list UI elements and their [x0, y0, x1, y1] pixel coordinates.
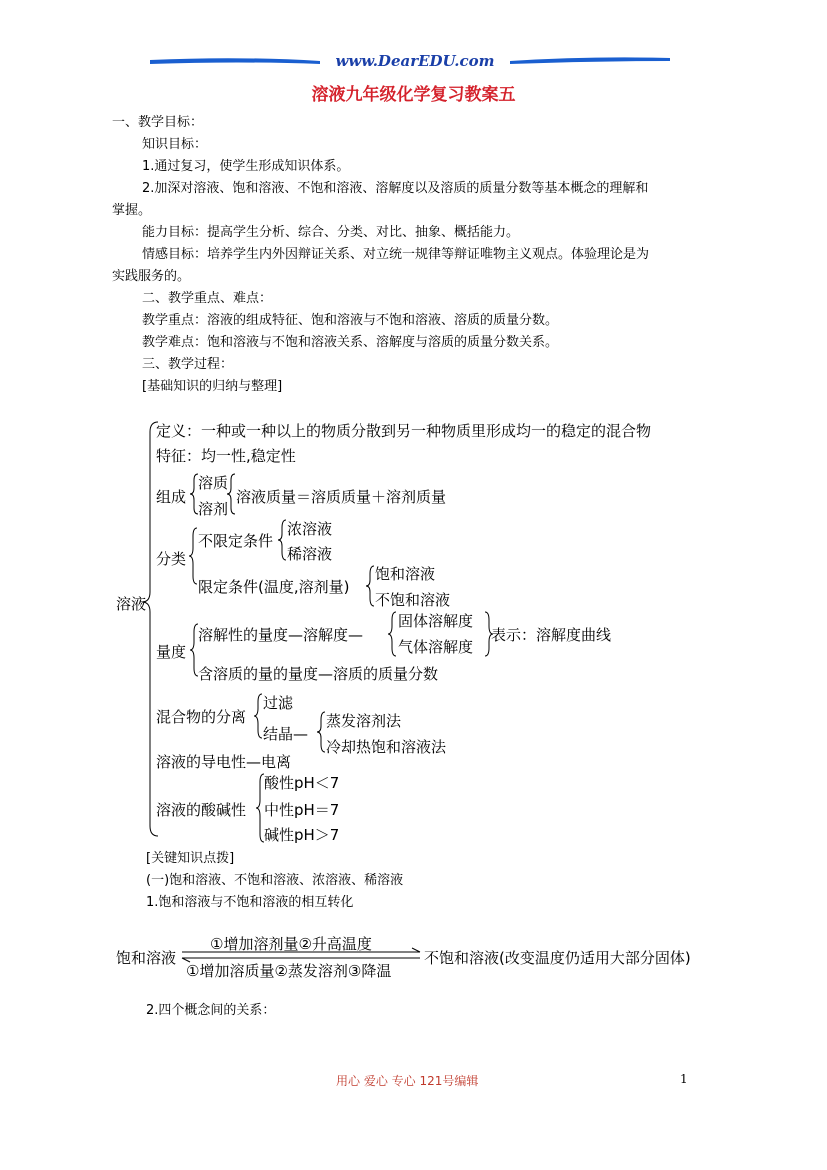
diagram-solute: 溶质	[198, 474, 229, 492]
diagram-classification: 分类	[156, 550, 187, 568]
diagram-filtration: 过滤	[263, 694, 294, 712]
knowledge-goal-2a: 2.加深对溶液、饱和溶液、不饱和溶液、溶解度以及溶质的质量分数等基本概念的理解和	[142, 181, 649, 196]
diagram-saturated: 饱和溶液	[375, 565, 436, 583]
section-2-heading: 二、教学重点、难点：	[142, 291, 273, 306]
diagram-acidity: 溶液的酸碱性	[156, 801, 247, 819]
diagram-definition: 定义：一种或一种以上的物质分散到另一种物质里形成均一的稳定的混合物	[156, 422, 652, 440]
emotion-goal-b: 实践服务的。	[112, 269, 191, 284]
diagram-neutral: 中性pH＝7	[264, 801, 340, 819]
knowledge-goal-label: 知识目标：	[142, 137, 208, 152]
diagram-dilute: 稀溶液	[287, 545, 333, 563]
item-1: 1.饱和溶液与不饱和溶液的相互转化	[146, 895, 354, 910]
section-1-heading: 一、教学目标：	[112, 115, 204, 130]
diagram-solid-solubility: 固体溶解度	[398, 612, 474, 630]
difficult-points: 教学难点：饱和溶液与不饱和溶液关系、溶解度与溶质的质量分数关系。	[142, 335, 559, 350]
diagram-unrestricted: 不限定条件	[198, 532, 274, 550]
diagram-cooling: 冷却热饱和溶液法	[326, 738, 447, 756]
site-url: www.DearEDU.com	[335, 52, 495, 70]
conversion-saturated: 饱和溶液	[116, 949, 177, 967]
subsection-1: (一)饱和溶液、不饱和溶液、浓溶液、稀溶液	[146, 873, 404, 888]
diagram-solubility-curve: 表示：溶解度曲线	[491, 626, 612, 644]
section-3-heading: 三、教学过程：	[142, 357, 234, 372]
key-points: 教学重点：溶液的组成特征、饱和溶液与不饱和溶液、溶质的质量分数。	[142, 313, 559, 328]
diagram-mass-equation: 溶液质量＝溶质质量＋溶剂质量	[236, 488, 447, 506]
diagram-unsaturated: 不饱和溶液	[375, 591, 451, 609]
knowledge-goal-2b: 掌握。	[112, 203, 152, 218]
diagram-root: 溶液	[116, 595, 147, 613]
diagram-solubility-measure: 溶解性的量度—溶解度—	[198, 626, 364, 644]
diagram-gas-solubility: 气体溶解度	[398, 638, 474, 656]
item-2: 2.四个概念间的关系：	[146, 1003, 276, 1018]
diagram-restricted: 限定条件(温度,溶剂量)	[198, 578, 350, 596]
ability-goal: 能力目标：提高学生分析、综合、分类、对比、抽象、概括能力。	[142, 225, 520, 240]
site-logo	[150, 52, 680, 74]
diagram-basic: 碱性pH＞7	[264, 826, 340, 844]
page-number: 1	[680, 1072, 688, 1086]
diagram-measure: 量度	[156, 643, 187, 661]
conversion-unsaturated: 不饱和溶液(改变温度仍适用大部分固体)	[424, 949, 691, 967]
diagram-concentrated: 浓溶液	[287, 520, 333, 538]
page-title: 溶液九年级化学复习教案五	[311, 85, 516, 105]
basic-knowledge-heading: [基础知识的归纳与整理]	[142, 379, 283, 394]
diagram-separation: 混合物的分离	[156, 708, 247, 726]
diagram-crystallization: 结晶—	[263, 725, 309, 743]
diagram-solvent: 溶剂	[198, 500, 229, 518]
diagram-mass-fraction: 含溶质的量的量度—溶质的质量分数	[198, 665, 439, 683]
diagram-features: 特征：均一性,稳定性	[156, 447, 296, 465]
diagram-acidic: 酸性pH＜7	[264, 774, 340, 792]
diagram-conductivity: 溶液的导电性—电离	[156, 753, 292, 771]
diagram-evaporation: 蒸发溶剂法	[326, 712, 402, 730]
conversion-to-unsaturated: ①增加溶剂量②升高温度	[210, 935, 372, 953]
key-knowledge-heading: [关键知识点拨]	[146, 851, 235, 866]
emotion-goal-a: 情感目标：培养学生内外因辩证关系、对立统一规律等辩证唯物主义观点。体验理论是为	[142, 247, 650, 262]
conversion-to-saturated: ①增加溶质量②蒸发溶剂③降温	[186, 962, 392, 980]
knowledge-goal-1: 1.通过复习，使学生形成知识体系。	[142, 159, 350, 174]
footer-text: 用心 爱心 专心 121号编辑	[336, 1074, 479, 1088]
diagram-composition: 组成	[156, 488, 187, 506]
